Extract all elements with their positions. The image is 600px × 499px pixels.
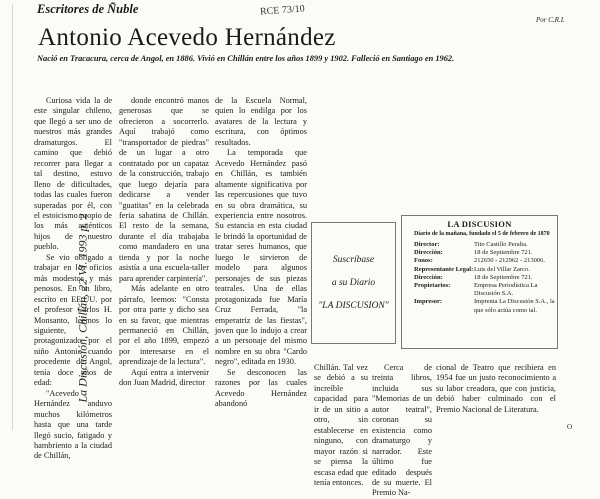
paragraph: Chillán. Tal vez se debió a su increíble capacidad para ir de un sitio a otro, sin establecerse en ninguno, con mayor razón si se piensa la escasa edad que tenía entonces. — [314, 363, 368, 487]
subscribe-line-2: a su Diario — [331, 277, 376, 288]
article-intro: Nació en Tracacura, cerca de Angol, en 1886. Vivió en Chillán entre los años 1899 y 1902. Falleció en Santiago en 1962. — [37, 54, 455, 63]
masthead-tagline: Diario de la mañana, fundado el 5 de febrero de 1870 — [414, 231, 550, 237]
masthead-row — [414, 298, 557, 314]
masthead-row — [414, 241, 557, 249]
subscribe-line-3: "LA DISCUSION" — [318, 300, 389, 311]
paragraph: cional de Teatro que recibiera en 1954 fue un justo reconocimiento a su labor creadora, que con justicia, debió haber culminado con el Premio Nacional de Literatura. — [436, 363, 556, 414]
paragraph: Cerca de treinta libros, incluida sus "Memorias de un autor teatral", coronan su existencia como dramaturgo y narrador. Este último fue editado después de su muerte. El Premio Na- — [372, 363, 432, 498]
paragraph: donde encontró manos generosas que se ofrecieron a socorrerlo. Aquí trabajó como "transportador de piedras" de un lugar a otro contratado por un capataz de la construcción, trabajo que luego dejaría para dedicarse a vender "guatitas" en la celebrada feria sabatina de Chillán. El resto de la semana, durante el día trabajaba como mandadero en una tienda y por la noche asistía a una escuela-taller para aprender carpintería". — [119, 96, 209, 283]
column-6 — [436, 363, 556, 415]
row-value: Imprenta La Discusión S.A., la que sólo actúa como tal. — [474, 298, 555, 314]
row-key: Dirección: — [414, 249, 443, 257]
masthead-box — [401, 215, 558, 349]
row-key: Director: — [414, 241, 440, 248]
row-value: 18 de Septiembre 721. — [474, 249, 533, 257]
row-key: Impresor: — [414, 298, 443, 306]
paragraph: Se vio obligado a trabajar en los oficios más modestos y más penosos. En un libro, escrito en EE.UU. por el profesor Carlos H. Monsanto, leemos lo siguiente, protagonizado por el niño Antonio cuando procedente de Angol, tenía doce años de edad: — [34, 252, 112, 388]
handwritten-citation: La Discusión, Chillán, 22 VI. 1993 p. 2 — [75, 213, 90, 403]
column-1 — [34, 96, 112, 462]
subscribe-ad — [311, 222, 396, 344]
row-key: Dirección: — [414, 273, 443, 281]
subscribe-line-1: Suscríbase — [332, 254, 375, 265]
row-value: Luis del Villar Zarco. — [474, 265, 530, 273]
clipping-edge — [12, 4, 13, 430]
masthead-name: LA DISCUSION — [447, 219, 512, 229]
section-title: Escritores de Ñuble — [37, 2, 139, 16]
paragraph: La temporada que Acevedo Hernández pasó en Chillán, es también altamente significativa por las repercusiones que tuvo en su obra dramática, su experiencia entre nosotros. Su estancia en esta ciudad le brindó la oportunidad de tratar seres humanos, que luego le sirvieron de modelo para algunos personajes de sus piezas teatrales. Una de ellas protagonizada fue María Cruz Ferrada, "la emperatriz de las fiestas", joven que lo indujo a crear a un personaje del mismo nombre en su obra "Cardo negro", editada en 1930. — [215, 148, 307, 367]
row-key: Representante Legal: — [414, 265, 474, 273]
column-5 — [372, 363, 432, 499]
archive-stamp: RCE 73/10 — [259, 3, 306, 18]
column-2 — [119, 96, 209, 389]
masthead-row — [414, 249, 557, 257]
page-number: O — [567, 423, 573, 431]
masthead-row — [414, 266, 557, 274]
byline: Por C.R.I. — [536, 16, 565, 24]
paragraph: Curiosa vida la de este singular chileno, que llegó a ser uno de nuestros más grandes dramaturgos. El camino que debió recorrer para llegar a tal destino, estuvo lleno de dificultades, todas las cuales fueron superadas por él, con el estoicismo propio de los más auténticos hijos de nuestro pueblo. — [34, 96, 112, 252]
paragraph: Más adelante en otro párrafo, leemos: "Consta por otra parte y dicho sea en su favor, que mientras permaneció en Chillán, por el año 1899, empezó por interesarse en el aprendizaje de la lectura". — [119, 284, 209, 367]
masthead-row — [414, 282, 557, 298]
column-4 — [314, 363, 368, 488]
row-value: Empresa Periodística La Discusión S.A. — [474, 282, 538, 298]
article-title: Antonio Acevedo Hernández — [38, 24, 336, 51]
row-value: 212650 - 212962 - 213006. — [474, 257, 545, 265]
masthead-row — [414, 274, 557, 282]
row-value: Tito Castillo Peralta. — [474, 241, 528, 248]
row-value: 18 de Septiembre 721. — [474, 273, 533, 281]
paragraph: Se desconocen las razones por las cuales Acevedo Hernández abandonó — [215, 367, 307, 409]
paragraph: Aquí entra a intervenir don Juan Madrid, director — [119, 367, 209, 388]
paragraph: "Acevedo Hernández anduvo muchos kilómetros hasta que una tarde llegó sucio, fatigado y hambriento a la ciudad de Chillán, — [34, 388, 112, 461]
row-key: Fonos: — [414, 257, 433, 265]
paragraph: de la Escuela Normal, quien lo endilga por los avatares de la lectura y escritura, con óptimos resultados. — [215, 96, 307, 147]
masthead-row — [414, 257, 557, 265]
column-3 — [215, 96, 307, 410]
row-key: Propietarios: — [414, 282, 451, 290]
